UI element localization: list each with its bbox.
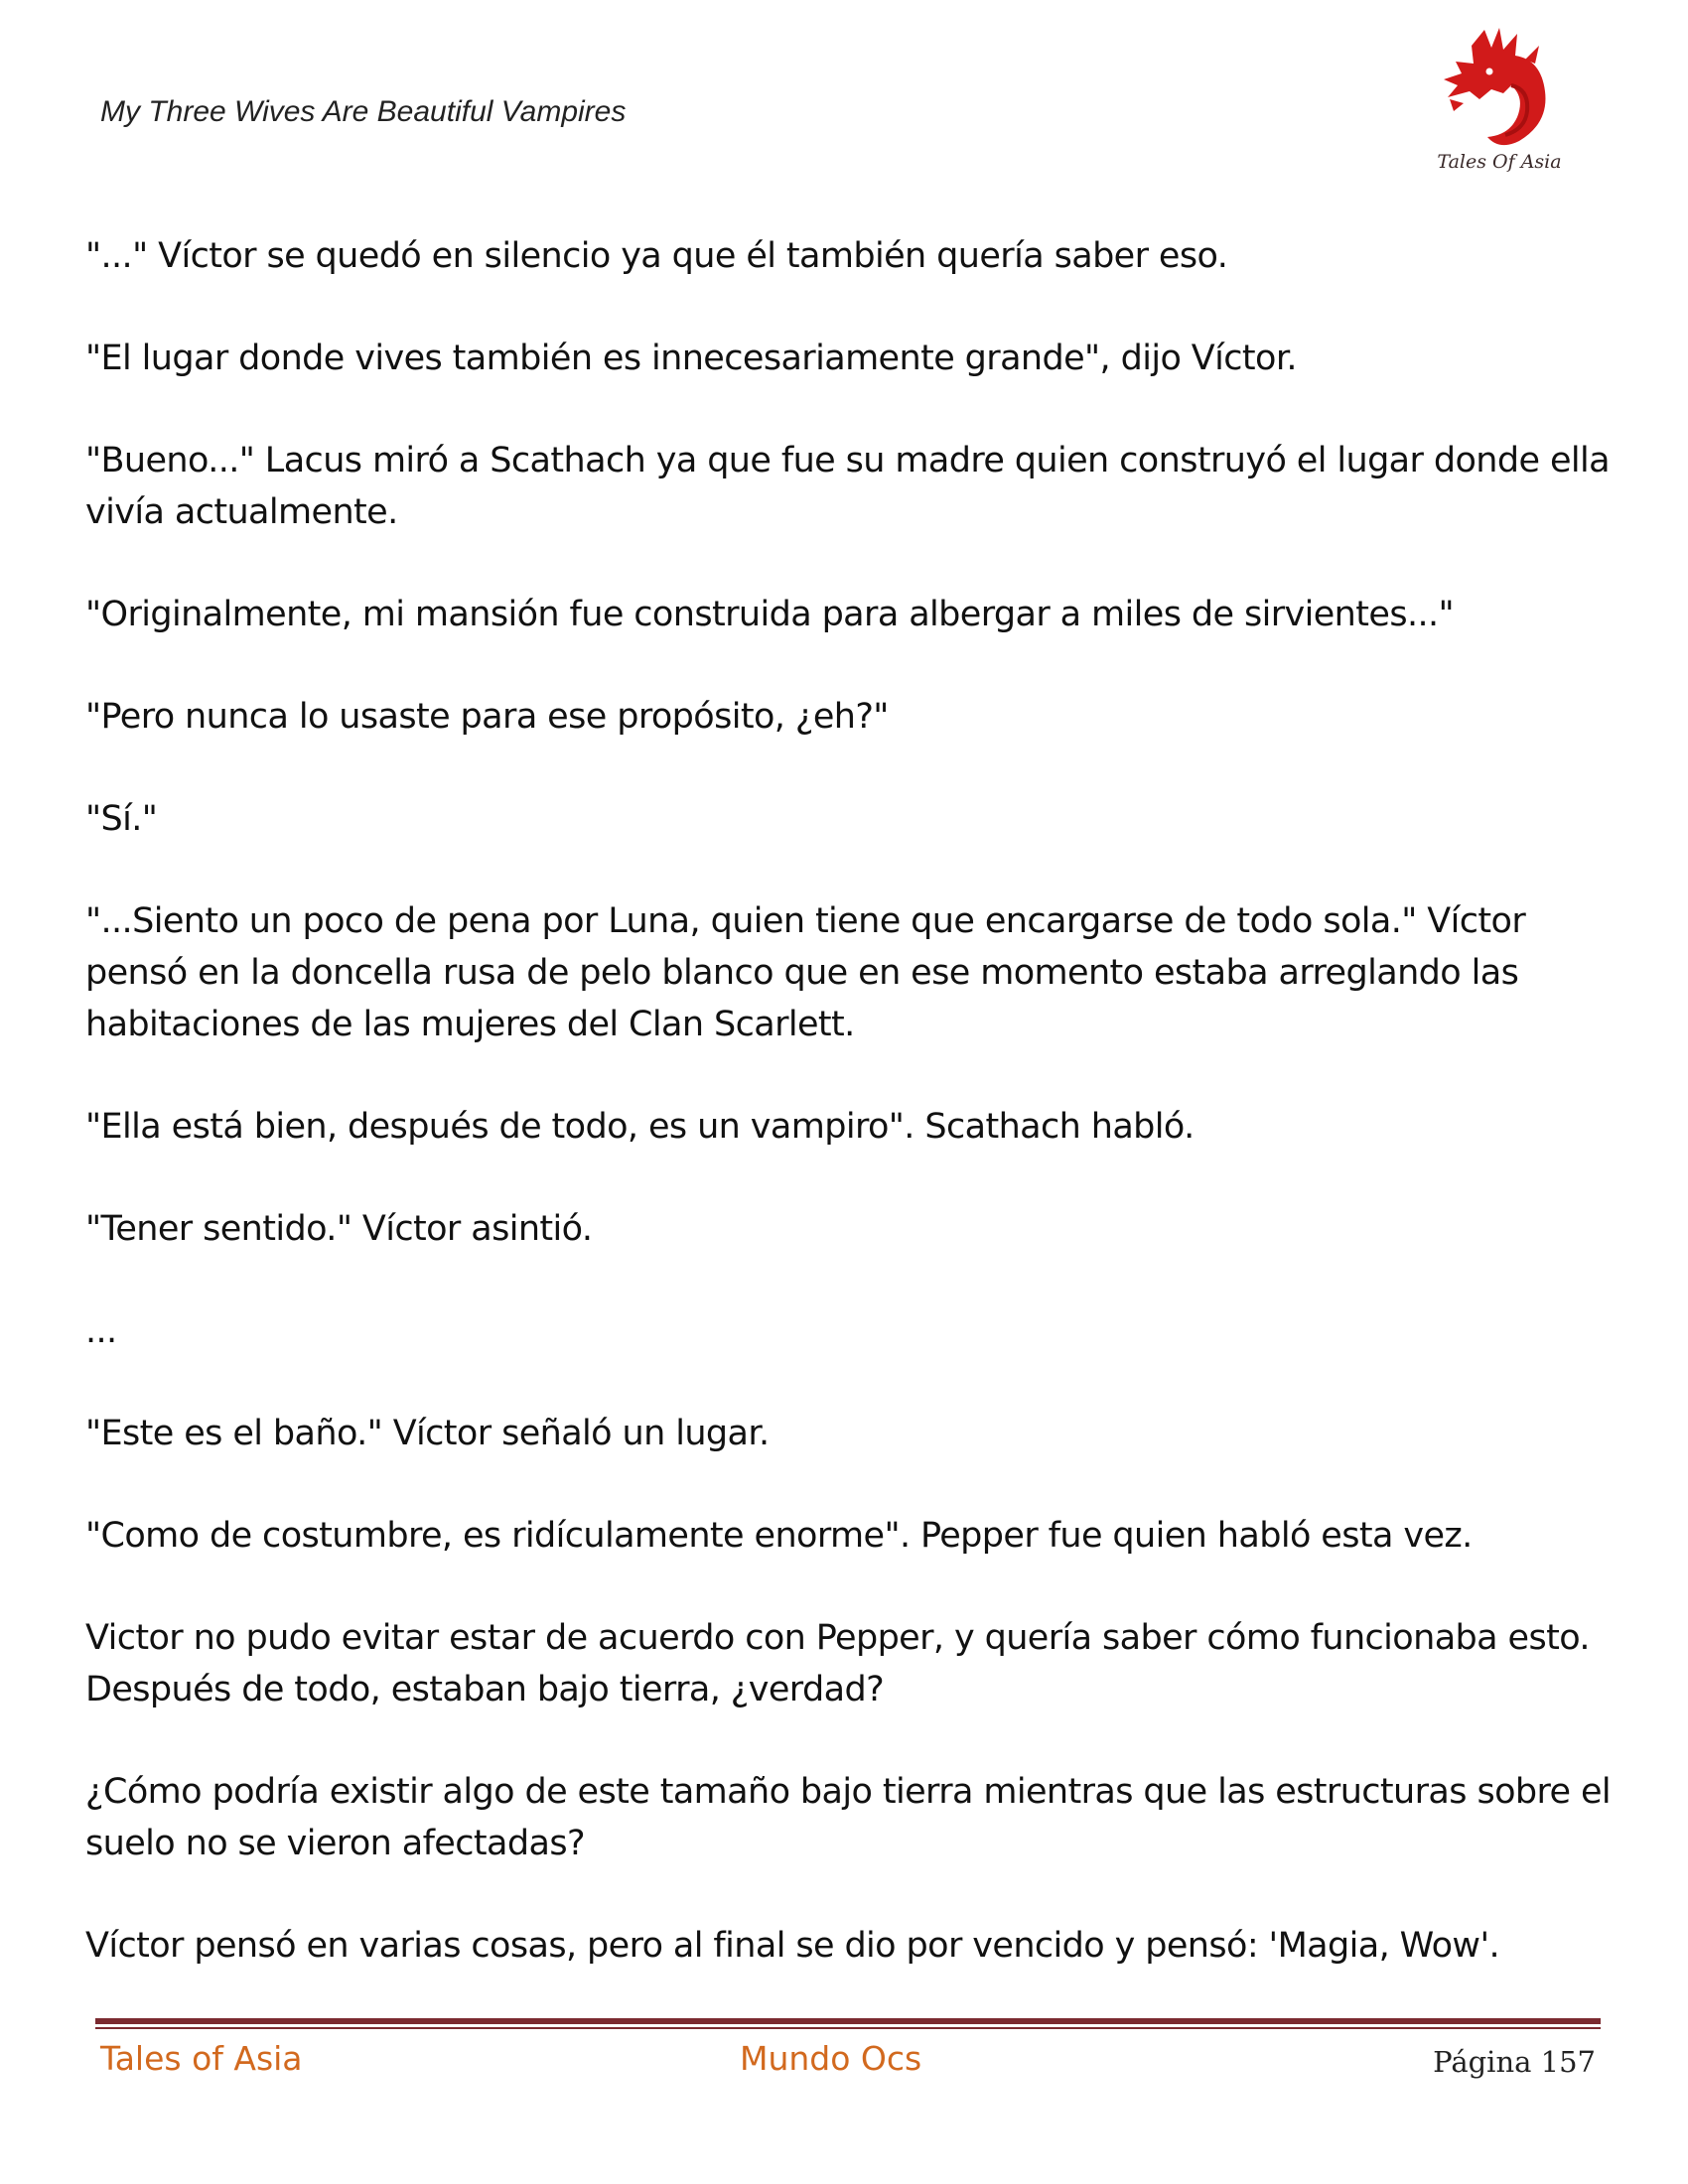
paragraph: "..." Víctor se quedó en silencio ya que él también quería saber eso.	[85, 236, 1228, 276]
footer-center-text: Mundo Ocs	[740, 2039, 922, 2078]
page-number: Página 157	[1433, 2045, 1596, 2079]
scene-break: ...	[85, 1311, 117, 1351]
footer-left-text: Tales of Asia	[100, 2039, 303, 2078]
paragraph: "Ella está bien, después de todo, es un vampiro". Scathach habló.	[85, 1107, 1195, 1147]
footer-divider-thick	[95, 2018, 1601, 2024]
paragraph: "Originalmente, mi mansión fue construida para albergar a miles de sirvientes..."	[85, 595, 1455, 634]
paragraph: ¿Cómo podría existir algo de este tamaño bajo tierra mientras que las estructuras sobre el suelo no se vieron afectadas?	[85, 1772, 1612, 1863]
paragraph: "Sí."	[85, 799, 158, 839]
paragraph: "Pero nunca lo usaste para ese propósito, ¿eh?"	[85, 697, 889, 737]
logo-text: Tales Of Asia	[1437, 151, 1562, 173]
footer-divider-thin	[95, 2027, 1601, 2029]
red-dragon-icon	[1430, 20, 1569, 149]
paragraph: "Este es el baño." Víctor señaló un lugar.	[85, 1414, 770, 1453]
paragraph: "Tener sentido." Víctor asintió.	[85, 1209, 593, 1249]
paragraph: "Bueno..." Lacus miró a Scathach ya que fue su madre quien construyó el lugar donde ella vivía actualmente.	[85, 441, 1610, 532]
page-body	[85, 230, 1615, 2022]
tales-of-asia-logo	[1430, 20, 1569, 181]
paragraph: "...Siento un poco de pena por Luna, quien tiene que encargarse de todo sola." Víctor pensó en la doncella rusa de pelo blanco que en ese momento estaba arreglando las habitaciones de las mujeres del Clan Scarlett.	[85, 901, 1526, 1044]
paragraph: Victor no pudo evitar estar de acuerdo con Pepper, y quería saber cómo funcionaba esto. Después de todo, estaban bajo tierra, ¿verdad?	[85, 1618, 1590, 1709]
paragraph: "El lugar donde vives también es innecesariamente grande", dijo Víctor.	[85, 339, 1297, 378]
paragraph: "Como de costumbre, es ridículamente enorme". Pepper fue quien habló esta vez.	[85, 1516, 1473, 1556]
paragraph: Víctor pensó en varias cosas, pero al final se dio por vencido y pensó: 'Magia, Wow'.	[85, 1926, 1500, 1966]
running-header-title: My Three Wives Are Beautiful Vampires	[100, 95, 627, 128]
footer-divider	[95, 2018, 1601, 2030]
